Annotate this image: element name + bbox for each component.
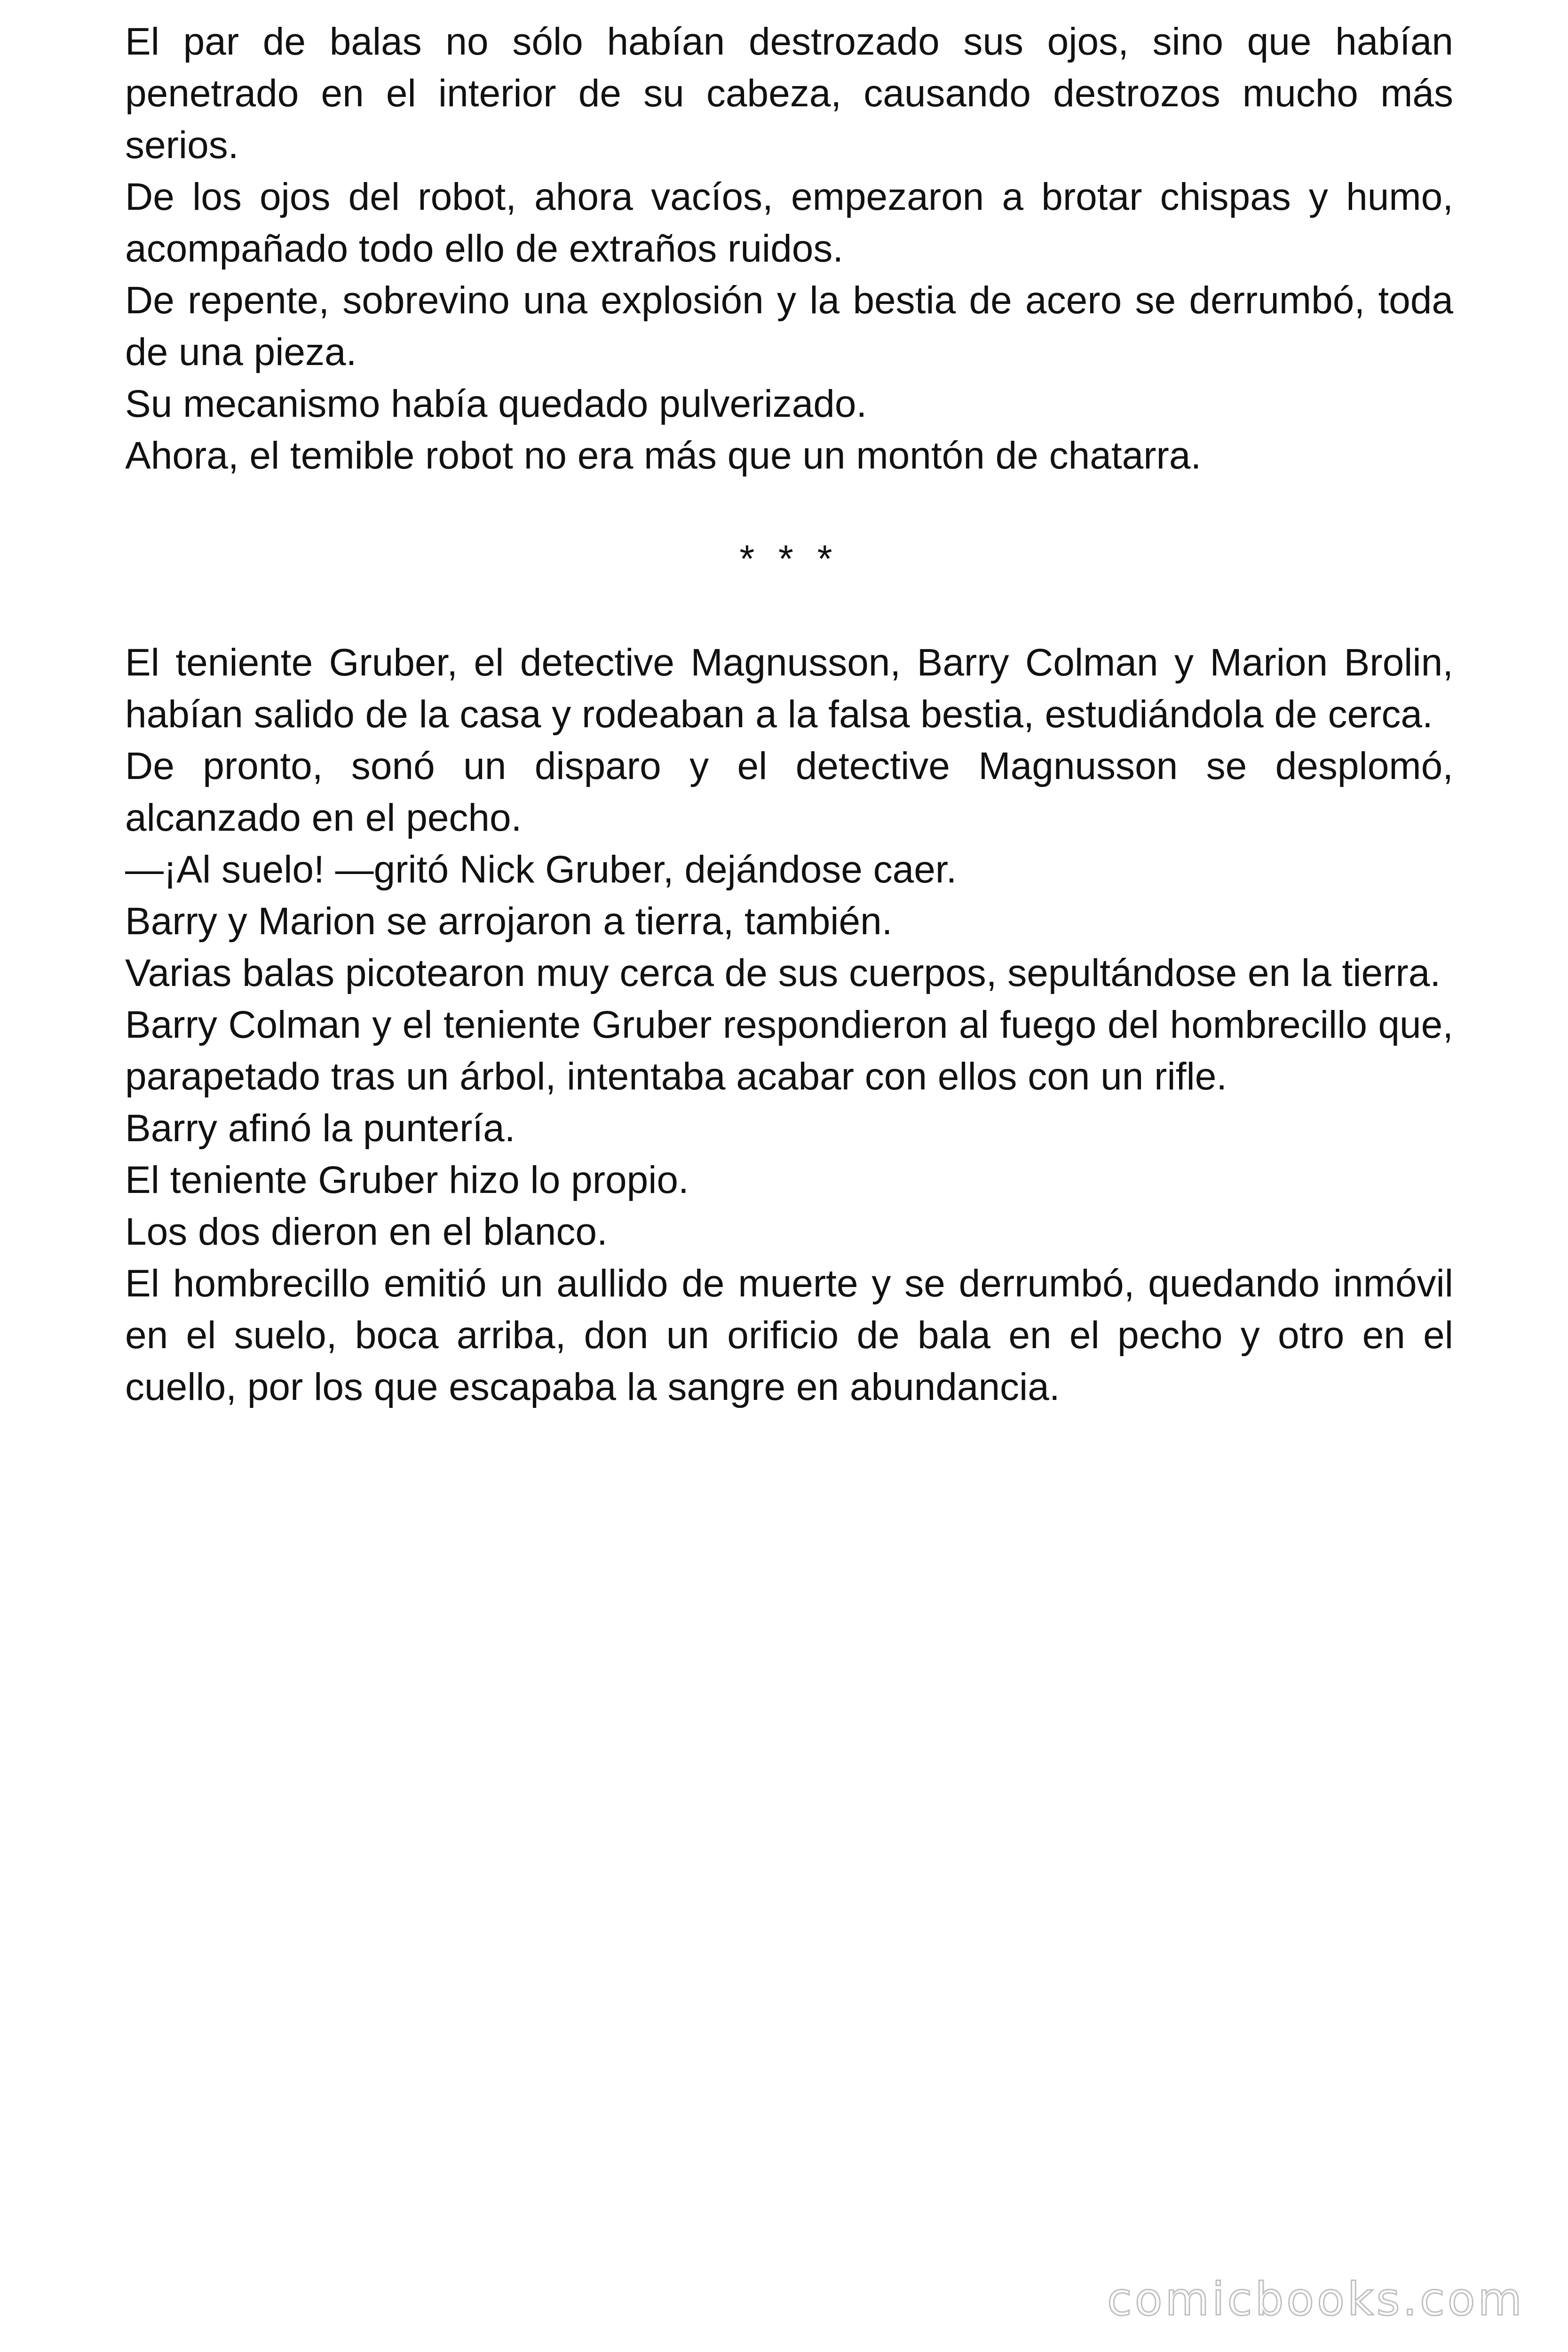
spacer: [125, 585, 1453, 637]
paragraph: Barry Colman y el teniente Gruber respondieron al fuego del hombrecillo que, parapetado tras un árbol, intentaba acabar con ellos con un rifle.: [125, 1003, 1453, 1098]
paragraph: El teniente Gruber hizo lo propio.: [125, 1159, 689, 1201]
paragraph: —¡Al suelo! —gritó Nick Gruber, dejándose caer.: [125, 848, 957, 891]
paragraph: Varias balas picotearon muy cerca de sus cuerpos, sepultándose en la tierra.: [125, 952, 1441, 994]
page-body: [125, 16, 1453, 1413]
paragraph: Su mecanismo había quedado pulverizado.: [125, 382, 867, 425]
section-one: [125, 16, 1453, 482]
section-two: [125, 637, 1453, 1413]
paragraph: El hombrecillo emitió un aullido de muerte y se derrumbó, quedando inmóvil en el suelo, boca arriba, don un orificio de bala en el pecho y otro en el cuello, por los que escapaba la sangre en abundancia.: [125, 1262, 1453, 1408]
spacer: [125, 482, 1453, 533]
paragraph: Los dos dieron en el blanco.: [125, 1210, 608, 1253]
paragraph: Barry y Marion se arrojaron a tierra, también.: [125, 900, 893, 943]
paragraph: El par de balas no sólo habían destrozado sus ojos, sino que habían penetrado en el interior de su cabeza, causando destrozos mucho más serios.: [125, 20, 1453, 167]
paragraph: Ahora, el temible robot no era más que un montón de chatarra.: [125, 434, 1202, 477]
paragraph: De repente, sobrevino una explosión y la bestia de acero se derrumbó, toda de una pieza.: [125, 279, 1453, 373]
watermark-logo: comicbooks.com: [1107, 2273, 1525, 2326]
scene-break: * * *: [739, 538, 839, 580]
paragraph: De los ojos del robot, ahora vacíos, empezaron a brotar chispas y humo, acompañado todo ello de extraños ruidos.: [125, 175, 1453, 270]
paragraph: El teniente Gruber, el detective Magnusson, Barry Colman y Marion Brolin, habían salido de la casa y rodeaban a la falsa bestia, estudiándola de cerca.: [125, 641, 1453, 736]
paragraph: Barry afinó la puntería.: [125, 1107, 515, 1150]
paragraph: De pronto, sonó un disparo y el detective Magnusson se desplomó, alcanzado en el pecho.: [125, 745, 1453, 839]
